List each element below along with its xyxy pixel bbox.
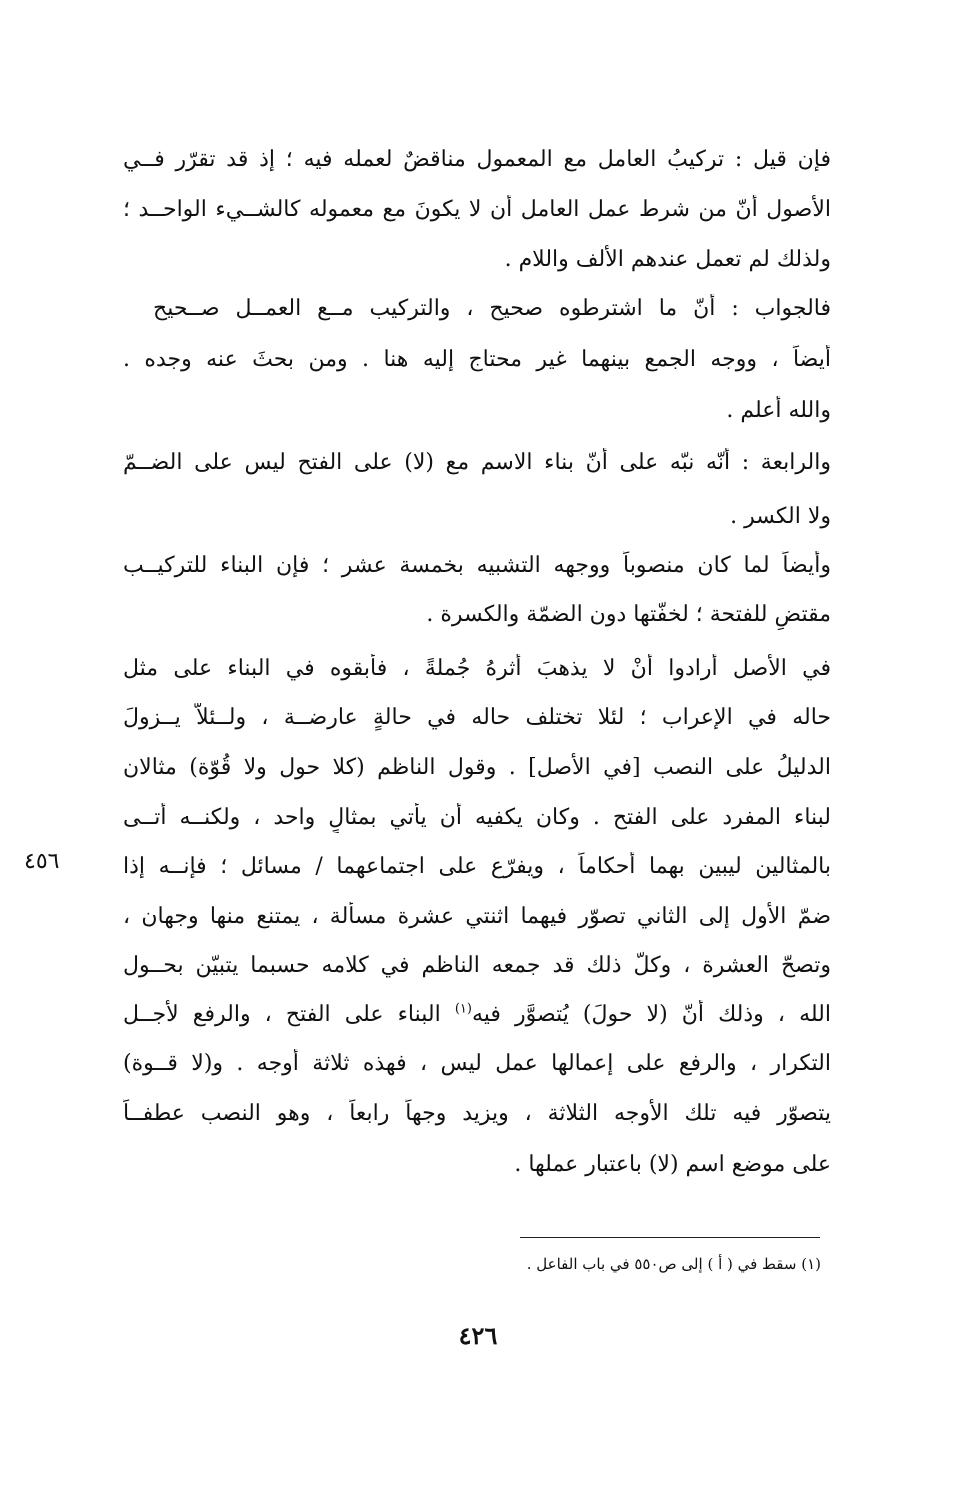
text-line: يتصوّر فيه تلك الأوجه الثلاثة ، ويزيد وجهاً رابعاً ، وهو النصب عطفــاً — [123, 1101, 831, 1126]
margin-page-reference: ٤٥٦ — [24, 849, 60, 874]
text-line: ضمّ الأول إلى الثاني تصوّر فيهما اثنتي عشرة مسألة ، يمتنع منها وجهان ، — [123, 904, 831, 929]
text-line: في الأصل أرادوا أنْ لا يذهبَ أثرهُ جُملةً ، فأبقوه في البناء على مثل — [123, 656, 831, 681]
text-line: الدليلُ على النصب [في الأصل] . وقول الناظم (كلا حول ولا قُوّة) مثالان — [123, 755, 831, 780]
footnote-reference: (١) — [454, 1001, 472, 1017]
text-line: ولذلك لم تعمل عندهم الألف واللام . — [504, 247, 831, 272]
text-line: بالمثالين ليبين بهما أحكاماً ، ويفرّع على اجتماعهما / مسائل ؛ فإنــه إذا — [123, 854, 831, 879]
page-number: ٤٢٦ — [458, 1321, 498, 1350]
text-segment: الله ، وذلك أنّ (لا حولَ) يُتصوَّر فيه — [471, 1002, 831, 1027]
text-line: مقتضٍ للفتحة ؛ لخفّتها دون الضمّة والكسرة . — [426, 602, 831, 627]
text-line: وتصحّ العشرة ، وكلّ ذلك قد جمعه الناظم في كلامه حسبما يتبيّن بحــول — [123, 953, 831, 978]
text-line: والرابعة : أنّه نبّه على أنّ بناء الاسم مع (لا) على الفتح ليس على الضــمّ — [123, 450, 831, 475]
text-segment: البناء على الفتح ، والرفع لأجــل — [123, 1002, 441, 1027]
text-line: لبناء المفرد على الفتح . وكان يكفيه أن يأتي بمثالٍ واحد ، ولكنــه أتــى — [123, 805, 831, 830]
text-line-with-footnote — [123, 1000, 831, 1030]
footnote: (١) سقط في ( أ ) إلى ص٥٥٠ في باب الفاعل . — [526, 1255, 821, 1273]
text-line: على موضع اسم (لا) باعتبار عملها . — [514, 1152, 831, 1177]
text-line: أيضاً ، ووجه الجمع بينهما غير محتاج إليه هنا . ومن بحثَ عنه وجده . — [123, 347, 831, 372]
footnote-divider — [520, 1237, 820, 1238]
text-line: فإن قيل : تركيبُ العامل مع المعمول مناقضٌ لعمله فيه ؛ إذ قد تقرّر فــي — [123, 147, 831, 172]
text-line: حاله في الإعراب ؛ لئلا تختلف حاله في حالةٍ عارضــة ، ولــئلاّ يــزولَ — [123, 705, 831, 730]
text-line: الأصول أنّ من شرط عمل العامل أن لا يكونَ مع معموله كالشــيء الواحــد ؛ — [123, 197, 831, 222]
text-line: وأيضاً لما كان منصوباً ووجهه التشبيه بخمسة عشر ؛ فإن البناء للتركيــب — [123, 553, 831, 578]
text-line: فالجواب : أنّ ما اشترطوه صحيح ، والتركيب مــع العمــل صــحيح — [153, 296, 831, 321]
text-line: التكرار ، والرفع على إعمالها عمل ليس ، فهذه ثلاثة أوجه . و(لا قــوة) — [123, 1051, 831, 1076]
text-line: ولا الكسر . — [730, 504, 831, 529]
text-line: والله أعلم . — [726, 398, 831, 423]
